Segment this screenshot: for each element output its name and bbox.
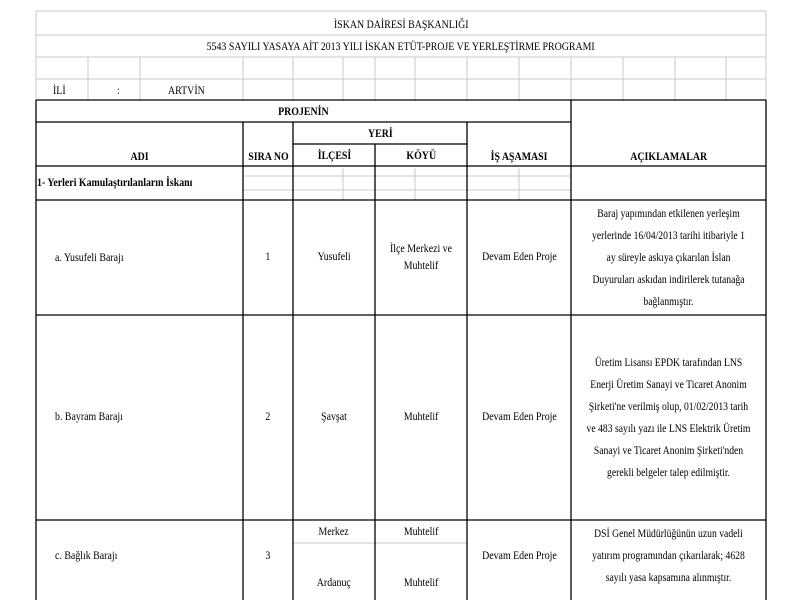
column-header-district: İLÇESİ (317, 149, 351, 162)
row-2-stage: Devam Eden Proje (481, 411, 557, 423)
province-label: İLİ (53, 85, 66, 97)
column-header-order: SIRA NO (247, 150, 289, 163)
row-3-order: 3 (265, 549, 271, 562)
page-title: İSKAN DAİRESİ BAŞKANLIĞI (333, 18, 469, 31)
row-1-stage: Devam Eden Proje (481, 251, 557, 263)
row-3-district-2: Ardanuç (316, 576, 352, 589)
row-2-village: Muhtelif (403, 411, 439, 423)
row-1-district: Yusufeli (317, 251, 351, 263)
province-separator: : (117, 85, 120, 97)
column-header-name: ADI (130, 150, 149, 163)
row-2-order: 2 (265, 411, 271, 423)
row-3-village-2: Muhtelif (403, 576, 439, 589)
row-3-stage: Devam Eden Proje (481, 549, 557, 562)
page-subtitle: 5543 SAYILI YASAYA AİT 2013 YILI İSKAN ETÜT-PROJE VE YERLEŞTİRME PROGRAMI (206, 40, 596, 53)
row-2-name: b. Bayram Barajı (55, 411, 123, 423)
row-3-name: c. Bağlık Barajı (55, 550, 118, 562)
row-3-district-1: Merkez (318, 525, 350, 538)
section-title: 1- Yerleri Kamulaştırılanların İskanı (37, 177, 193, 189)
row-2-district: Şavşat (321, 411, 347, 423)
row-3-notes: DSİ Genel Müdürlüğünün uzun vadeli yatırım programından çıkarılarak; 4628 sayılı yasa kapsamına alınmıştır. (592, 528, 745, 584)
province-value: ARTVİN (168, 85, 205, 97)
row-1-notes: Baraj yapımından etkilenen yerleşim yerlerinde 16/04/2013 tarihi itibariyle 1 ay süreyle askıya çıkarılan İslan Duyuruları askıdan indirilerek tutanağa bağlanmıştır. (592, 208, 745, 308)
project-group-header: PROJENİN (278, 105, 329, 118)
row-1-name: a. Yusufeli Barajı (55, 252, 124, 264)
column-header-notes: AÇIKLAMALAR (630, 150, 707, 163)
row-2-notes: Üretim Lisansı EPDK tarafından LNS Enerji Üretim Sanayi ve Ticaret Anonim Şirketi'ne verilmiş olup, 01/02/2013 tarih ve 483 sayılı yazı ile LNS Elektrik Üretim Sanayi ve Ticaret Anonim Şirketi'nden gerekli belgeler talep edilmiştir. (586, 357, 751, 479)
column-header-village: KÖYÜ (406, 149, 436, 162)
row-3-village-1: Muhtelif (403, 525, 439, 538)
location-group-header: YERİ (367, 127, 393, 140)
column-header-stage: İŞ AŞAMASI (490, 150, 548, 163)
row-1-order: 1 (265, 251, 271, 263)
row-1-village: İlçe Merkezi ve Muhtelif (389, 242, 453, 272)
